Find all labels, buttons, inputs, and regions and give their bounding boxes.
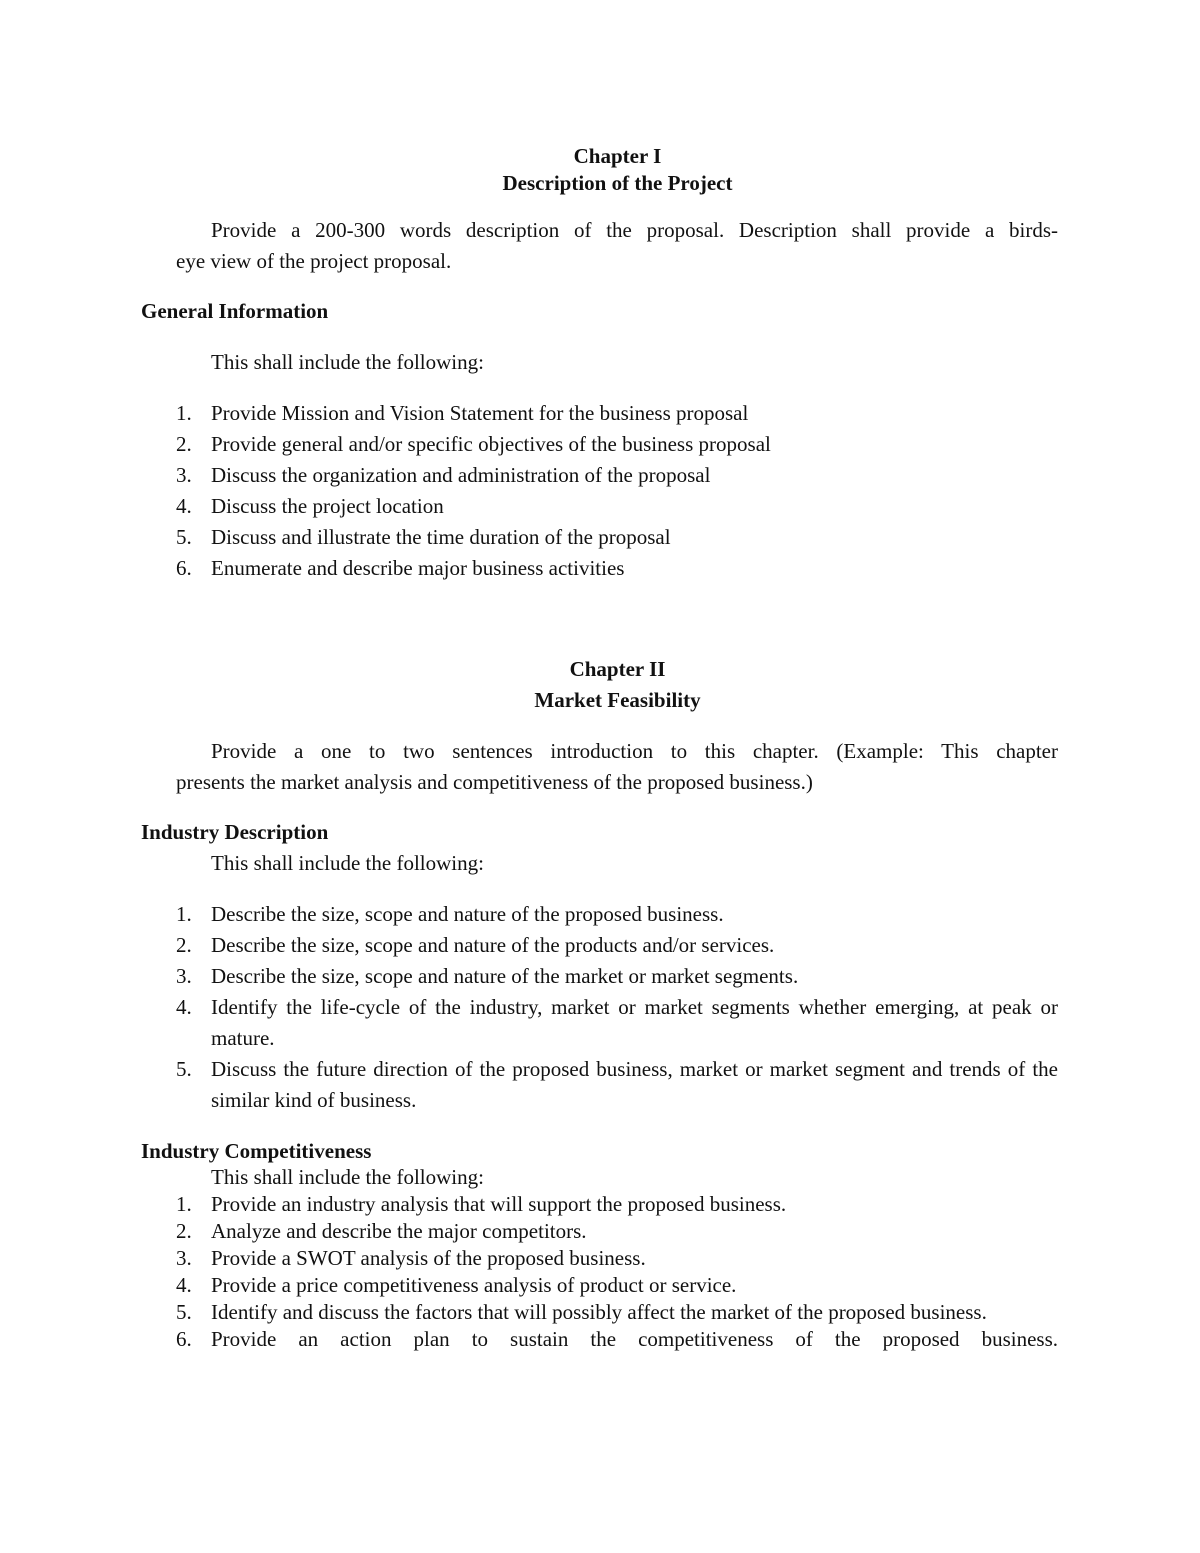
- industry-competitiveness-list-item-text: Provide an industry analysis that will support the proposed business.: [211, 1192, 787, 1216]
- chapter-1-intro-line1: Provide a 200-300 words description of the proposal. Description shall provide a birds-: [211, 218, 1058, 242]
- general-information-list-item-text: Discuss the organization and administration of the proposal: [211, 463, 711, 487]
- general-information-intro: This shall include the following:: [211, 350, 484, 374]
- industry-competitiveness-list-item-text: Analyze and describe the major competitors.: [211, 1219, 587, 1243]
- industry-competitiveness-list-item-number: 4.: [176, 1273, 192, 1297]
- chapter-1-intro-line2: eye view of the project proposal.: [176, 249, 452, 273]
- industry-competitiveness-list-item: [0, 1326, 1058, 1353]
- chapter-2-label: Chapter II: [569, 657, 666, 681]
- industry-description-list-item: [0, 992, 1058, 1054]
- general-information-heading: General Information: [141, 299, 329, 323]
- industry-description-heading: Industry Description: [141, 820, 329, 844]
- industry-description-list-item-number: 4.: [176, 995, 192, 1019]
- industry-description-list-item: [0, 930, 1058, 961]
- general-information-list-item-number: 1.: [176, 401, 192, 425]
- chapter-2-intro: [176, 736, 1058, 798]
- industry-competitiveness-list-item-text: Identify and discuss the factors that will possibly affect the market of the proposed business.: [211, 1300, 987, 1324]
- industry-description-list-item-text: Describe the size, scope and nature of the products and/or services.: [211, 933, 775, 957]
- industry-competitiveness-list-item-number: 6.: [176, 1327, 192, 1351]
- industry-competitiveness-list-item: [0, 1218, 1058, 1245]
- general-information-list-item-text: Discuss and illustrate the time duration of the proposal: [211, 525, 671, 549]
- general-information-list-item-number: 2.: [176, 432, 192, 456]
- industry-description-list-item: [0, 899, 1058, 930]
- general-information-list-item: [0, 553, 1058, 584]
- industry-competitiveness-list-item-text: Provide a SWOT analysis of the proposed business.: [211, 1246, 646, 1270]
- general-information-list-item: [0, 522, 1058, 553]
- industry-competitiveness-list-item: [0, 1191, 1058, 1218]
- general-information-list-item-number: 4.: [176, 494, 192, 518]
- general-information-list-item-number: 3.: [176, 463, 192, 487]
- industry-description-list-item-text: Identify the life-cycle of the industry, market or market segments whether emerging, at peak or mature.: [211, 995, 1058, 1050]
- industry-description-list-item-number: 5.: [176, 1057, 192, 1081]
- general-information-list-item: [0, 491, 1058, 522]
- general-information-list-item-number: 6.: [176, 556, 192, 580]
- industry-competitiveness-intro: This shall include the following:: [211, 1165, 484, 1189]
- industry-competitiveness-list: [0, 1191, 1200, 1353]
- chapter-1-label: Chapter I: [573, 144, 662, 168]
- chapter-2-title: Market Feasibility: [534, 688, 701, 712]
- industry-competitiveness-list-item: [0, 1299, 1058, 1326]
- industry-description-list-item: [0, 961, 1058, 992]
- industry-competitiveness-list-item-number: 5.: [176, 1300, 192, 1324]
- general-information-list-item-text: Enumerate and describe major business activities: [211, 556, 625, 580]
- general-information-list-item-number: 5.: [176, 525, 192, 549]
- general-information-list: [0, 398, 1200, 584]
- industry-description-list-item-text: Describe the size, scope and nature of the market or market segments.: [211, 964, 799, 988]
- chapter-2-intro-line1: Provide a one to two sentences introduction to this chapter. (Example: This chapter: [211, 739, 1058, 763]
- industry-description-list-item: [0, 1054, 1058, 1116]
- industry-description-list-item-number: 3.: [176, 964, 192, 988]
- industry-description-list: [0, 899, 1200, 1116]
- industry-description-list-item-number: 2.: [176, 933, 192, 957]
- chapter-2-intro-line2: presents the market analysis and competitiveness of the proposed business.): [176, 770, 813, 794]
- general-information-list-item-text: Provide general and/or specific objectives of the business proposal: [211, 432, 771, 456]
- industry-competitiveness-list-item-number: 2.: [176, 1219, 192, 1243]
- industry-competitiveness-list-item-text: Provide an action plan to sustain the competitiveness of the proposed business.: [211, 1327, 1058, 1351]
- chapter-1-title: Description of the Project: [502, 171, 733, 195]
- chapter-1-intro: [176, 215, 1058, 277]
- industry-competitiveness-list-item-text: Provide a price competitiveness analysis of product or service.: [211, 1273, 737, 1297]
- industry-competitiveness-list-item-number: 3.: [176, 1246, 192, 1270]
- industry-competitiveness-list-item: [0, 1245, 1058, 1272]
- industry-competitiveness-heading: Industry Competitiveness: [141, 1139, 372, 1163]
- industry-competitiveness-list-item-number: 1.: [176, 1192, 192, 1216]
- industry-description-intro: This shall include the following:: [211, 851, 484, 875]
- industry-competitiveness-list-item: [0, 1272, 1058, 1299]
- general-information-list-item-text: Provide Mission and Vision Statement for the business proposal: [211, 401, 749, 425]
- industry-description-list-item-text: Describe the size, scope and nature of the proposed business.: [211, 902, 724, 926]
- general-information-list-item: [0, 460, 1058, 491]
- general-information-list-item: [0, 429, 1058, 460]
- general-information-list-item: [0, 398, 1058, 429]
- general-information-list-item-text: Discuss the project location: [211, 494, 444, 518]
- industry-description-list-item-number: 1.: [176, 902, 192, 926]
- industry-description-list-item-text: Discuss the future direction of the proposed business, market or market segment and trends of the similar kind of business.: [211, 1057, 1058, 1112]
